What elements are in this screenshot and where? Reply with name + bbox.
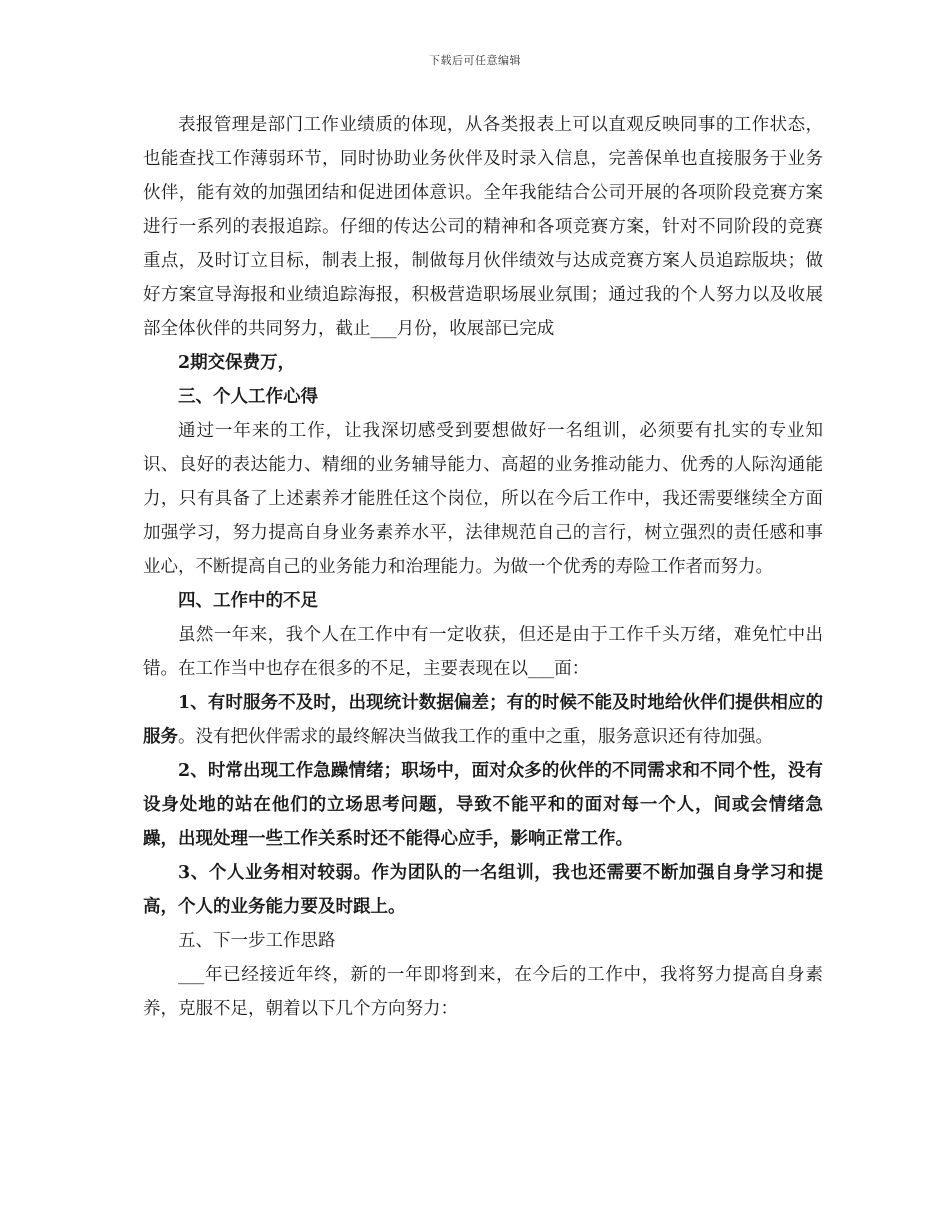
- paragraph-personal-experience: 通过一年来的工作，让我深切感受到要想做好一名组训，必须要有扎实的专业知识、良好的表达能力、精细的业务辅导能力、高超的业务推动能力、优秀的人际沟通能力，只有具备了上述素养才能胜任这个岗位，所以在今后工作中，我还需要继续全方面加强学习，努力提高自身业务素养水平，法律规范自己的言行，树立强烈的责任感和事业心，不断提高自己的业务能力和治理能力。为做一个优秀的寿险工作者而努力。: [143, 421, 823, 577]
- paragraph-shortcomings-intro: 虽然一年来，我个人在工作中有一定收获，但还是由于工作千头万绪，难免忙中出错。在工作当中也存在很多的不足，主要表现在以___面：: [143, 625, 823, 679]
- paragraph-report-management: 表报管理是部门工作业绩质的体现，从各类报表上可以直观反映同事的工作状态，也能查找工作薄弱环节，同时协助业务伙伴及时录入信息，完善保单也直接服务于业务伙伴，能有效的加强团结和促进团体意识。全年我能结合公司开展的各项阶段竞赛方案进行一系列的表报追踪。仔细的传达公司的精神和各项竞赛方案，针对不同阶段的竞赛重点，及时订立目标，制表上报，制做每月伙伴绩效与达成竞赛方案人员追踪版块；做好方案宣导海报和业绩追踪海报，积极营造职场展业氛围；通过我的个人努力以及收展部全体伙伴的共同努力，截止___月份，收展部已完成: [143, 115, 823, 339]
- section-heading-next-steps: 五、下一步工作思路: [178, 931, 336, 951]
- paragraph-premium-result: 2期交保费万，: [178, 353, 296, 373]
- paragraph-shortcoming-1: [143, 686, 823, 754]
- page-header: 下载后可任意编辑: [429, 54, 521, 67]
- document-body: [143, 108, 823, 1026]
- shortcoming-1-normal-text: 。没有把伙伴需求的最终解决当做我工作的重中之重，服务意识还有待加强。: [178, 727, 773, 747]
- shortcoming-1-bold-text: 1、有时服务不及时，出现统计数据偏差；有的时候不能及时地给伙伴们提供相应的服务: [143, 693, 823, 747]
- section-heading-shortcomings: 四、工作中的不足: [178, 591, 318, 611]
- paragraph-next-steps: ___年已经接近年终，新的一年即将到来，在今后的工作中，我将努力提高自身素养，克服不足，朝着以下几个方向努力：: [143, 965, 823, 1019]
- section-heading-personal-experience: 三、个人工作心得: [178, 387, 318, 407]
- paragraph-shortcoming-3: 3、个人业务相对较弱。作为团队的一名组训，我也还需要不断加强自身学习和提高，个人的业务能力要及时跟上。: [143, 863, 823, 917]
- paragraph-shortcoming-2: 2、时常出现工作急躁情绪；职场中，面对众多的伙伴的不同需求和不同个性，没有设身处地的站在他们的立场思考问题，导致不能平和的面对每一个人，间或会情绪急躁，出现处理一些工作关系时还不能得心应手，影响正常工作。: [143, 761, 823, 849]
